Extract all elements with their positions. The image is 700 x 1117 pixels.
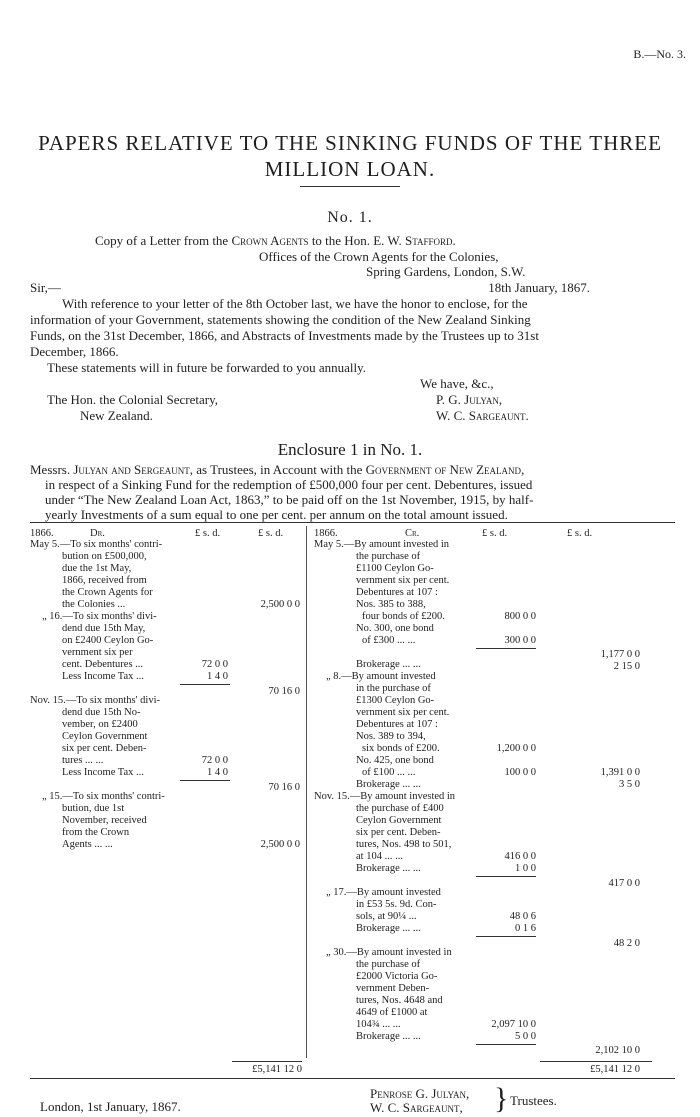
credit-amount: 1,177 0 0 bbox=[600, 649, 640, 660]
credit-part-amount: 416 0 0 bbox=[504, 851, 536, 862]
credit-part-amount: 48 0 6 bbox=[509, 911, 536, 922]
credit-amount: 3 5 0 bbox=[619, 779, 640, 790]
subtotal-rule bbox=[180, 684, 230, 685]
document-title: PAPERS RELATIVE TO THE SINKING FUNDS OF THE THREE bbox=[38, 131, 662, 155]
debit-line: vember, on £2400 bbox=[62, 719, 138, 730]
credit-label: Cr. bbox=[405, 528, 420, 539]
credit-line: Brokerage ... ... bbox=[356, 779, 421, 790]
debit-inner-money-header: £ s. d. bbox=[195, 528, 221, 539]
enclosure-heading-line: in respect of a Sinking Fund for the redemption of £500,000 four per cent. Debentures, issued bbox=[45, 477, 533, 492]
credit-line: £2000 Victoria Go- bbox=[356, 971, 438, 982]
debit-line: Less Income Tax ... bbox=[62, 767, 144, 778]
enclosure-heading-line: under “The New Zealand Loan Act, 1863,” to be paid off on the 1st November, 1915, by half- bbox=[45, 492, 534, 507]
credit-inner-money-header: £ s. d. bbox=[482, 528, 508, 539]
debit-line: due the 1st May, bbox=[62, 563, 132, 574]
credit-line: six per cent. Deben- bbox=[356, 827, 441, 838]
credit-amount: 417 0 0 bbox=[608, 878, 640, 889]
credit-outer-money-header: £ s. d. bbox=[567, 528, 593, 539]
credit-line: Debentures at 107 : bbox=[356, 587, 438, 598]
letter-body-line: These statements will in future be forwarded to you annually. bbox=[47, 360, 367, 375]
credit-line: Nos. 385 to 388, bbox=[356, 599, 426, 610]
letter-closing: We have, &c., bbox=[420, 376, 494, 391]
credit-part-amount: 5 0 0 bbox=[515, 1031, 536, 1042]
debit-line: May 5.—To six months' contri- bbox=[30, 539, 163, 550]
debit-part-amount: 1 4 0 bbox=[207, 767, 228, 778]
credit-line: „ 8.—By amount invested bbox=[326, 671, 436, 682]
debit-part-amount: 72 0 0 bbox=[201, 659, 228, 670]
letter-date: 18th January, 1867. bbox=[488, 280, 590, 295]
place-and-date: London, 1st January, 1867. bbox=[40, 1099, 181, 1114]
credit-line: sols, at 90¼ ... bbox=[356, 911, 417, 922]
brace-symbol: } bbox=[494, 1082, 509, 1115]
credit-part-amount: 2,097 10 0 bbox=[491, 1019, 536, 1030]
letter-caption: Copy of a Letter from the Crown Agents to the Hon. E. W. Stafford. bbox=[95, 233, 456, 248]
credit-line: No. 425, one bond bbox=[356, 755, 434, 766]
salutation: Sir,— bbox=[30, 280, 61, 295]
credit-part-amount: 800 0 0 bbox=[504, 611, 536, 622]
credit-part-amount: 300 0 0 bbox=[504, 635, 536, 646]
credit-line: Brokerage ... ... bbox=[356, 923, 421, 934]
credit-year: 1866. bbox=[314, 528, 338, 539]
credit-line: Debentures at 107 : bbox=[356, 719, 438, 730]
letter-body-line: With reference to your letter of the 8th October last, we have the honor to enclose, for the bbox=[62, 296, 528, 311]
page-reference: B.—No. 3. bbox=[633, 47, 686, 61]
debit-line: Less Income Tax ... bbox=[62, 671, 144, 682]
credit-line: the purchase of bbox=[356, 959, 421, 970]
debit-total-rule bbox=[232, 1061, 302, 1062]
debit-amount: 70 16 0 bbox=[268, 782, 300, 793]
credit-line: vernment Deben- bbox=[356, 983, 430, 994]
credit-line: £1300 Ceylon Go- bbox=[356, 695, 435, 706]
title-divider bbox=[300, 186, 400, 187]
subtotal-rule bbox=[476, 648, 536, 649]
letter-body-line: December, 1866. bbox=[30, 344, 119, 359]
debit-part-amount: 1 4 0 bbox=[207, 671, 228, 682]
credit-line: of £100 ... ... bbox=[362, 767, 416, 778]
ledger-center-divider bbox=[306, 526, 307, 1058]
credit-line: Nos. 389 to 394, bbox=[356, 731, 426, 742]
credit-amount: 2,102 10 0 bbox=[595, 1045, 640, 1056]
credit-amount: 48 2 0 bbox=[613, 938, 640, 949]
debit-amount: 2,500 0 0 bbox=[260, 599, 300, 610]
debit-label: Dr. bbox=[90, 528, 105, 539]
credit-part-amount: 100 0 0 bbox=[504, 767, 536, 778]
credit-part-amount: 1 0 0 bbox=[515, 863, 536, 874]
credit-line: No. 300, one bond bbox=[356, 623, 434, 634]
debit-line: the Colonies ... bbox=[62, 599, 126, 610]
credit-line: vernment six per cent. bbox=[356, 707, 450, 718]
debit-line: six per cent. Deben- bbox=[62, 743, 147, 754]
credit-line: in £53 5s. 9d. Con- bbox=[356, 899, 437, 910]
debit-line: dend due 15th No- bbox=[62, 707, 141, 718]
debit-amount: 2,500 0 0 bbox=[260, 839, 300, 850]
addressee: The Hon. the Colonial Secretary, bbox=[47, 392, 218, 407]
enclosure-heading-line: Messrs. Julyan and Sergeaunt, as Trustees, in Account with the Government of New Zealand, bbox=[30, 462, 525, 477]
trustee-signature: W. C. Sargeaunt, bbox=[370, 1100, 463, 1115]
debit-line: 1866, received from bbox=[62, 575, 147, 586]
credit-line: the purchase of £400 bbox=[356, 803, 444, 814]
enclosure-heading-line: yearly Investments of a sum equal to one per cent. per annum on the total amount issued. bbox=[45, 507, 508, 522]
credit-line: 4649 of £1000 at bbox=[356, 1007, 428, 1018]
credit-line: in the purchase of bbox=[356, 683, 431, 694]
credit-line: May 5.—By amount invested in bbox=[314, 539, 450, 550]
account-ledger bbox=[30, 526, 675, 1054]
sender-address: Offices of the Crown Agents for the Colonies, bbox=[259, 249, 499, 264]
debit-line: „ 16.—To six months' divi- bbox=[42, 611, 157, 622]
credit-line: of £300 ... ... bbox=[362, 635, 416, 646]
debit-line: bution on £500,000, bbox=[62, 551, 147, 562]
sender-address-line2: Spring Gardens, London, S.W. bbox=[366, 264, 526, 279]
debit-line: Nov. 15.—To six months' divi- bbox=[30, 695, 160, 706]
subtotal-rule bbox=[180, 780, 230, 781]
trustee-signature: Penrose G. Julyan, bbox=[370, 1086, 470, 1101]
debit-line: the Crown Agents for bbox=[62, 587, 153, 598]
enclosure-title: Enclosure 1 in No. 1. bbox=[277, 440, 423, 459]
debit-amount: 70 16 0 bbox=[268, 686, 300, 697]
credit-line: Ceylon Government bbox=[356, 815, 442, 826]
debit-line: Ceylon Government bbox=[62, 731, 148, 742]
letter-body-line: Funds, on the 31st December, 1866, and Abstracts of Investments made by the Trustees up to 31st bbox=[30, 328, 539, 343]
debit-total: £5,141 12 0 bbox=[252, 1064, 302, 1075]
debit-line: „ 15.—To six months' contri- bbox=[42, 791, 165, 802]
subtotal-rule bbox=[476, 1044, 536, 1045]
credit-total: £5,141 12 0 bbox=[590, 1064, 640, 1075]
debit-line: on £2400 Ceylon Go- bbox=[62, 635, 154, 646]
credit-part-amount: 0 1 6 bbox=[515, 923, 536, 934]
signer-name: P. G. Julyan, bbox=[436, 392, 503, 407]
debit-line: vernment six per bbox=[62, 647, 133, 658]
debit-line: Agents ... ... bbox=[62, 839, 113, 850]
credit-line: four bonds of £200. bbox=[362, 611, 445, 622]
credit-line: six bonds of £200. bbox=[362, 743, 440, 754]
debit-line: November, received bbox=[62, 815, 147, 826]
debit-line: cent. Debentures ... bbox=[62, 659, 144, 670]
credit-line: 104¾ ... ... bbox=[356, 1019, 401, 1030]
credit-line: Brokerage ... ... bbox=[356, 863, 421, 874]
credit-part-amount: 1,200 0 0 bbox=[496, 743, 536, 754]
signer-name: W. C. Sargeaunt. bbox=[436, 408, 529, 423]
subtotal-rule bbox=[476, 936, 536, 937]
credit-line: the purchase of bbox=[356, 551, 421, 562]
credit-amount: 2 15 0 bbox=[613, 661, 640, 672]
letter-number: No. 1. bbox=[327, 209, 373, 226]
debit-outer-money-header: £ s. d. bbox=[258, 528, 284, 539]
credit-line: £1100 Ceylon Go- bbox=[356, 563, 434, 574]
letter-body-line: information of your Government, statements showing the condition of the New Zealand Sinking bbox=[30, 312, 531, 327]
trustees-label: Trustees. bbox=[510, 1093, 557, 1108]
credit-line: „ 30.—By amount invested in bbox=[326, 947, 452, 958]
debit-line: bution, due 1st bbox=[62, 803, 125, 814]
credit-line: „ 17.—By amount invested bbox=[326, 887, 441, 898]
credit-line: Nov. 15.—By amount invested in bbox=[314, 791, 456, 802]
debit-part-amount: 72 0 0 bbox=[201, 755, 228, 766]
credit-line: Brokerage ... ... bbox=[356, 1031, 421, 1042]
credit-total-rule bbox=[540, 1061, 652, 1062]
subtotal-rule bbox=[476, 876, 536, 877]
ledger-bottom-rule bbox=[30, 1078, 675, 1079]
document-title-continued: MILLION LOAN. bbox=[264, 157, 436, 181]
debit-year: 1866. bbox=[30, 528, 54, 539]
credit-line: tures, Nos. 4648 and bbox=[356, 995, 443, 1006]
ledger-top-rule bbox=[30, 522, 675, 523]
credit-line: at 104 ... ... bbox=[356, 851, 403, 862]
credit-amount: 1,391 0 0 bbox=[600, 767, 640, 778]
credit-line: Brokerage ... ... bbox=[356, 659, 421, 670]
addressee-location: New Zealand. bbox=[80, 408, 153, 423]
debit-line: tures ... ... bbox=[62, 755, 104, 766]
credit-line: vernment six per cent. bbox=[356, 575, 450, 586]
credit-line: tures, Nos. 498 to 501, bbox=[356, 839, 452, 850]
debit-line: dend due 15th May, bbox=[62, 623, 146, 634]
debit-line: from the Crown bbox=[62, 827, 130, 838]
